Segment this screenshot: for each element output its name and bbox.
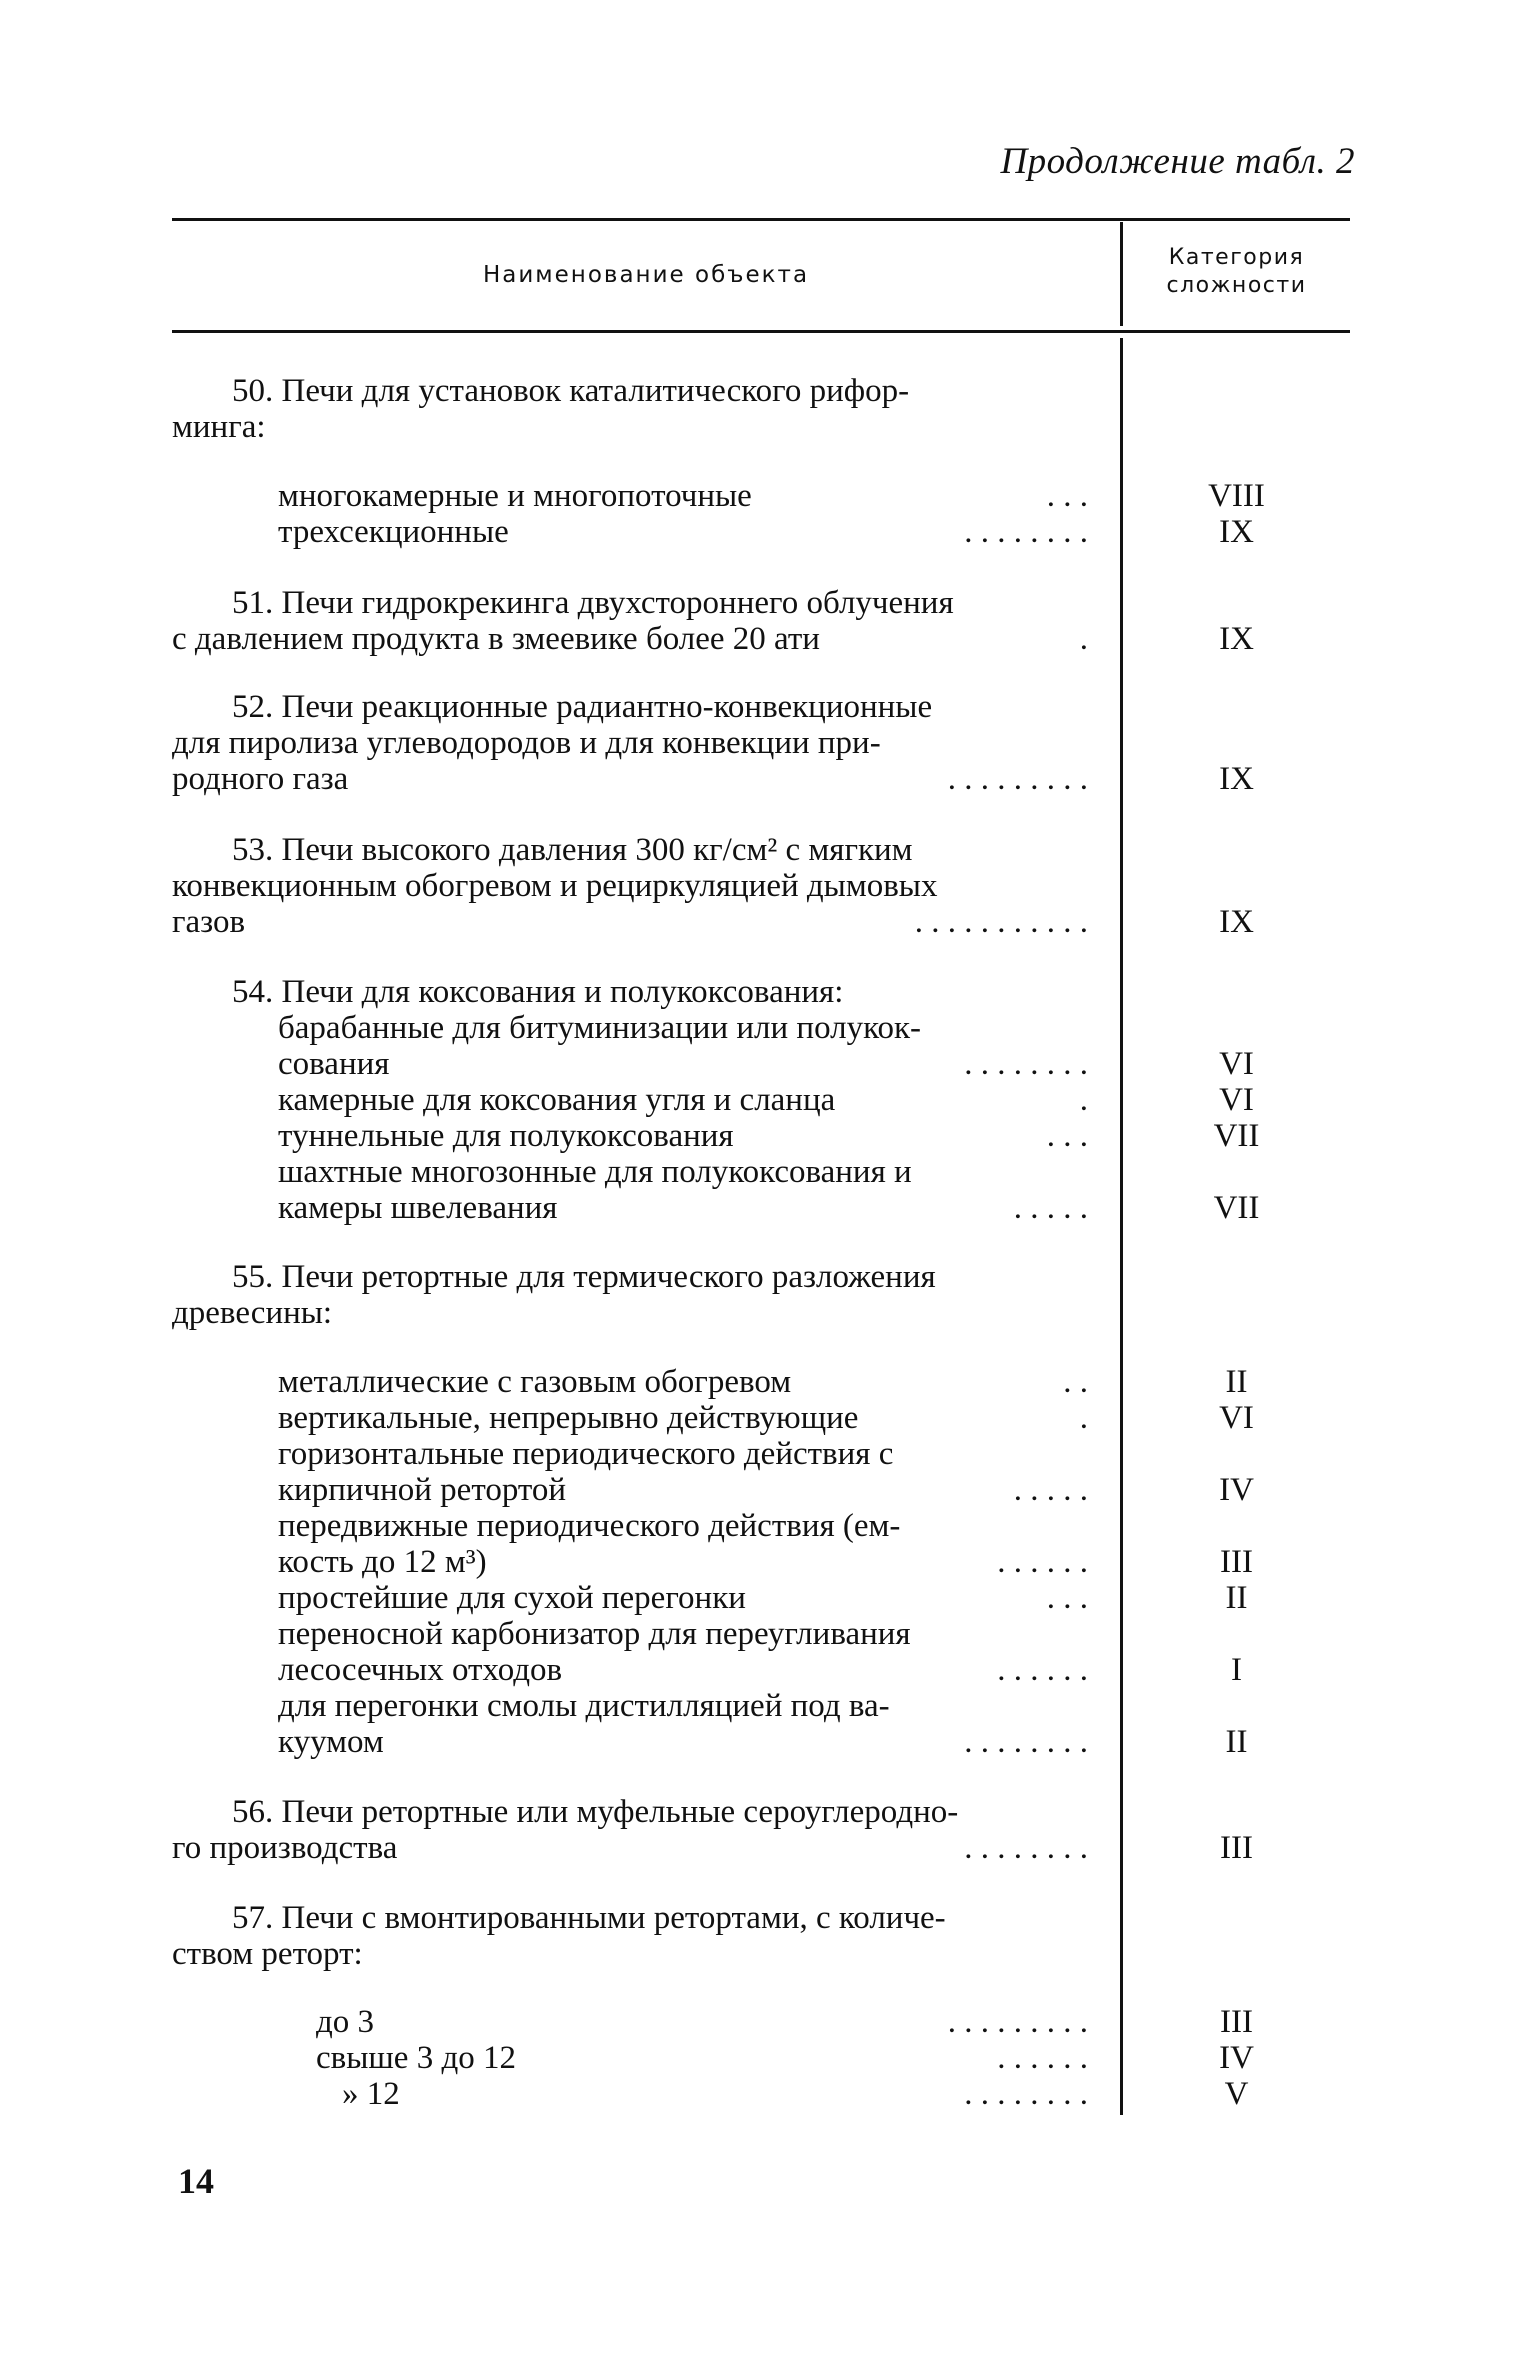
row-text: куумом xyxy=(278,1724,384,1760)
table-row xyxy=(172,1295,1350,1331)
row-text: камерные для коксования угля и сланца xyxy=(278,1082,836,1118)
table-row xyxy=(172,373,1350,409)
leader-dots: . . . . . . xyxy=(997,2040,1088,2076)
table-row xyxy=(172,1364,1350,1400)
row-text: 52. Печи реакционные радиантно-конвекционные xyxy=(232,689,933,725)
row-text: газов xyxy=(172,904,246,940)
header-object-name: Наименование объекта xyxy=(482,262,810,288)
table-row xyxy=(172,1900,1350,1936)
leader-dots: . . . . . . xyxy=(997,1652,1088,1688)
row-category: I xyxy=(1231,1652,1242,1688)
row-text: ством реторт: xyxy=(172,1936,363,1972)
leader-dots: . . . xyxy=(1046,478,1088,514)
header-bottom-rule xyxy=(172,330,1350,333)
leader-dots: . . . xyxy=(1046,1118,1088,1154)
row-text: 56. Печи ретортные или муфельные сероуглеродно- xyxy=(232,1794,959,1830)
table-row xyxy=(172,1472,1350,1508)
table-row xyxy=(172,832,1350,868)
table-row xyxy=(172,1580,1350,1616)
table-row xyxy=(172,761,1350,797)
row-text: вертикальные, непрерывно действующие xyxy=(278,1400,859,1436)
row-text: конвекционным обогревом и рециркуляцией дымовых xyxy=(172,868,938,904)
row-text: 53. Печи высокого давления 300 кг/см² с мягким xyxy=(232,832,913,868)
row-text: кирпичной ретортой xyxy=(278,1472,567,1508)
table-row xyxy=(172,1046,1350,1082)
row-text: сования xyxy=(278,1046,390,1082)
row-category: VII xyxy=(1213,1190,1260,1226)
row-text: минга: xyxy=(172,409,266,445)
table-top-rule xyxy=(172,218,1350,221)
table-row xyxy=(172,689,1350,725)
table-row xyxy=(172,974,1350,1010)
row-text: до 3 xyxy=(316,2004,375,2040)
leader-dots: . . . xyxy=(1046,1580,1088,1616)
table-row xyxy=(172,1794,1350,1830)
row-text: многокамерные и многопоточные xyxy=(278,478,752,514)
leader-dots: . xyxy=(1079,1400,1088,1436)
table-row xyxy=(172,1688,1350,1724)
row-text: горизонтальные периодического действия с xyxy=(278,1436,894,1472)
table-row xyxy=(172,1724,1350,1760)
row-text: простейшие для сухой перегонки xyxy=(278,1580,746,1616)
row-text: металлические с газовым обогревом xyxy=(278,1364,792,1400)
table-row xyxy=(172,725,1350,761)
table-row xyxy=(172,1508,1350,1544)
leader-dots: . . . . . . . . xyxy=(964,1830,1088,1866)
leader-dots: . . . . . xyxy=(1013,1472,1088,1508)
leader-dots: . . xyxy=(1063,1364,1088,1400)
table-row xyxy=(172,409,1350,445)
row-text: камеры швелевания xyxy=(278,1190,558,1226)
row-category: IX xyxy=(1219,621,1254,657)
leader-dots: . . . . . . . . . xyxy=(947,761,1088,797)
row-text: древесины: xyxy=(172,1295,333,1331)
leader-dots: . xyxy=(1079,621,1088,657)
leader-dots: . . . . . . xyxy=(997,1544,1088,1580)
row-text: барабанные для битуминизации или полукок- xyxy=(278,1010,921,1046)
row-category: III xyxy=(1220,1830,1253,1866)
row-category: III xyxy=(1220,1544,1253,1580)
table-row xyxy=(172,1616,1350,1652)
row-category: VI xyxy=(1219,1046,1254,1082)
table-row xyxy=(172,1118,1350,1154)
table-row xyxy=(172,904,1350,940)
page-number: 14 xyxy=(178,2161,214,2201)
table-continuation-caption: Продолжение табл. 2 xyxy=(1000,141,1355,182)
table-row xyxy=(172,1190,1350,1226)
row-category: III xyxy=(1220,2004,1253,2040)
table-row xyxy=(172,514,1350,550)
leader-dots: . . . . . . . . . xyxy=(947,2004,1088,2040)
table-row xyxy=(172,1154,1350,1190)
table-row xyxy=(172,1400,1350,1436)
table-row xyxy=(172,2004,1350,2040)
row-category: VIII xyxy=(1208,478,1265,514)
leader-dots: . . . . . . . . xyxy=(964,514,1088,550)
header-category-line1: Категория xyxy=(1168,245,1305,270)
leader-dots: . xyxy=(1079,1082,1088,1118)
row-text: для перегонки смолы дистилляцией под ва- xyxy=(278,1688,890,1724)
row-category: IV xyxy=(1219,1472,1254,1508)
header-category-line2: сложности xyxy=(1166,273,1307,298)
row-category: VI xyxy=(1219,1400,1254,1436)
row-text: 55. Печи ретортные для термического разложения xyxy=(232,1259,936,1295)
row-text: кость до 12 м³) xyxy=(278,1544,487,1580)
row-category: II xyxy=(1225,1724,1248,1760)
row-text: переносной карбонизатор для переугливания xyxy=(278,1616,911,1652)
leader-dots: . . . . . . . . xyxy=(964,1046,1088,1082)
row-category: VI xyxy=(1219,1082,1254,1118)
row-text: 54. Печи для коксования и полукоксования: xyxy=(232,974,844,1010)
table-row xyxy=(172,2040,1350,2076)
row-category: II xyxy=(1225,1364,1248,1400)
table-row xyxy=(172,585,1350,621)
table-row xyxy=(172,1436,1350,1472)
row-category: IX xyxy=(1219,761,1254,797)
table-row xyxy=(172,1544,1350,1580)
row-text: 51. Печи гидрокрекинга двухстороннего облучения xyxy=(232,585,954,621)
row-category: IX xyxy=(1219,514,1254,550)
row-text: передвижные периодического действия (ем- xyxy=(278,1508,901,1544)
table-row xyxy=(172,1259,1350,1295)
leader-dots: . . . . . xyxy=(1013,1190,1088,1226)
row-category: II xyxy=(1225,1580,1248,1616)
row-text: туннельные для полукоксования xyxy=(278,1118,734,1154)
table-row xyxy=(172,868,1350,904)
leader-dots: . . . . . . . . . . . xyxy=(914,904,1088,940)
table-row xyxy=(172,1652,1350,1688)
row-text: лесосечных отходов xyxy=(278,1652,563,1688)
row-text: с давлением продукта в змеевике более 20 ати xyxy=(172,621,820,657)
header-category xyxy=(1123,244,1350,300)
row-category: IV xyxy=(1219,2040,1254,2076)
row-text: го производства xyxy=(172,1830,398,1866)
row-category: VII xyxy=(1213,1118,1260,1154)
row-text: свыше 3 до 12 xyxy=(316,2040,516,2076)
row-text: трехсекционные xyxy=(278,514,509,550)
row-text: » 12 xyxy=(342,2076,400,2112)
row-text: 57. Печи с вмонтированными ретортами, с количе- xyxy=(232,1900,946,1936)
row-category: V xyxy=(1224,2076,1249,2112)
leader-dots: . . . . . . . . xyxy=(964,2076,1088,2112)
row-text: шахтные многозонные для полукоксования и xyxy=(278,1154,912,1190)
row-category: IX xyxy=(1219,904,1254,940)
table-row xyxy=(172,2076,1350,2112)
table-row xyxy=(172,1082,1350,1118)
row-text: для пиролиза углеводородов и для конвекции при- xyxy=(172,725,881,761)
leader-dots: . . . . . . . . xyxy=(964,1724,1088,1760)
table-row xyxy=(172,1936,1350,1972)
row-text: родного газа xyxy=(172,761,349,797)
table-row xyxy=(172,1830,1350,1866)
table-row xyxy=(172,478,1350,514)
row-text: 50. Печи для установок каталитического рифор- xyxy=(232,373,910,409)
table-row xyxy=(172,1010,1350,1046)
table-row xyxy=(172,621,1350,657)
